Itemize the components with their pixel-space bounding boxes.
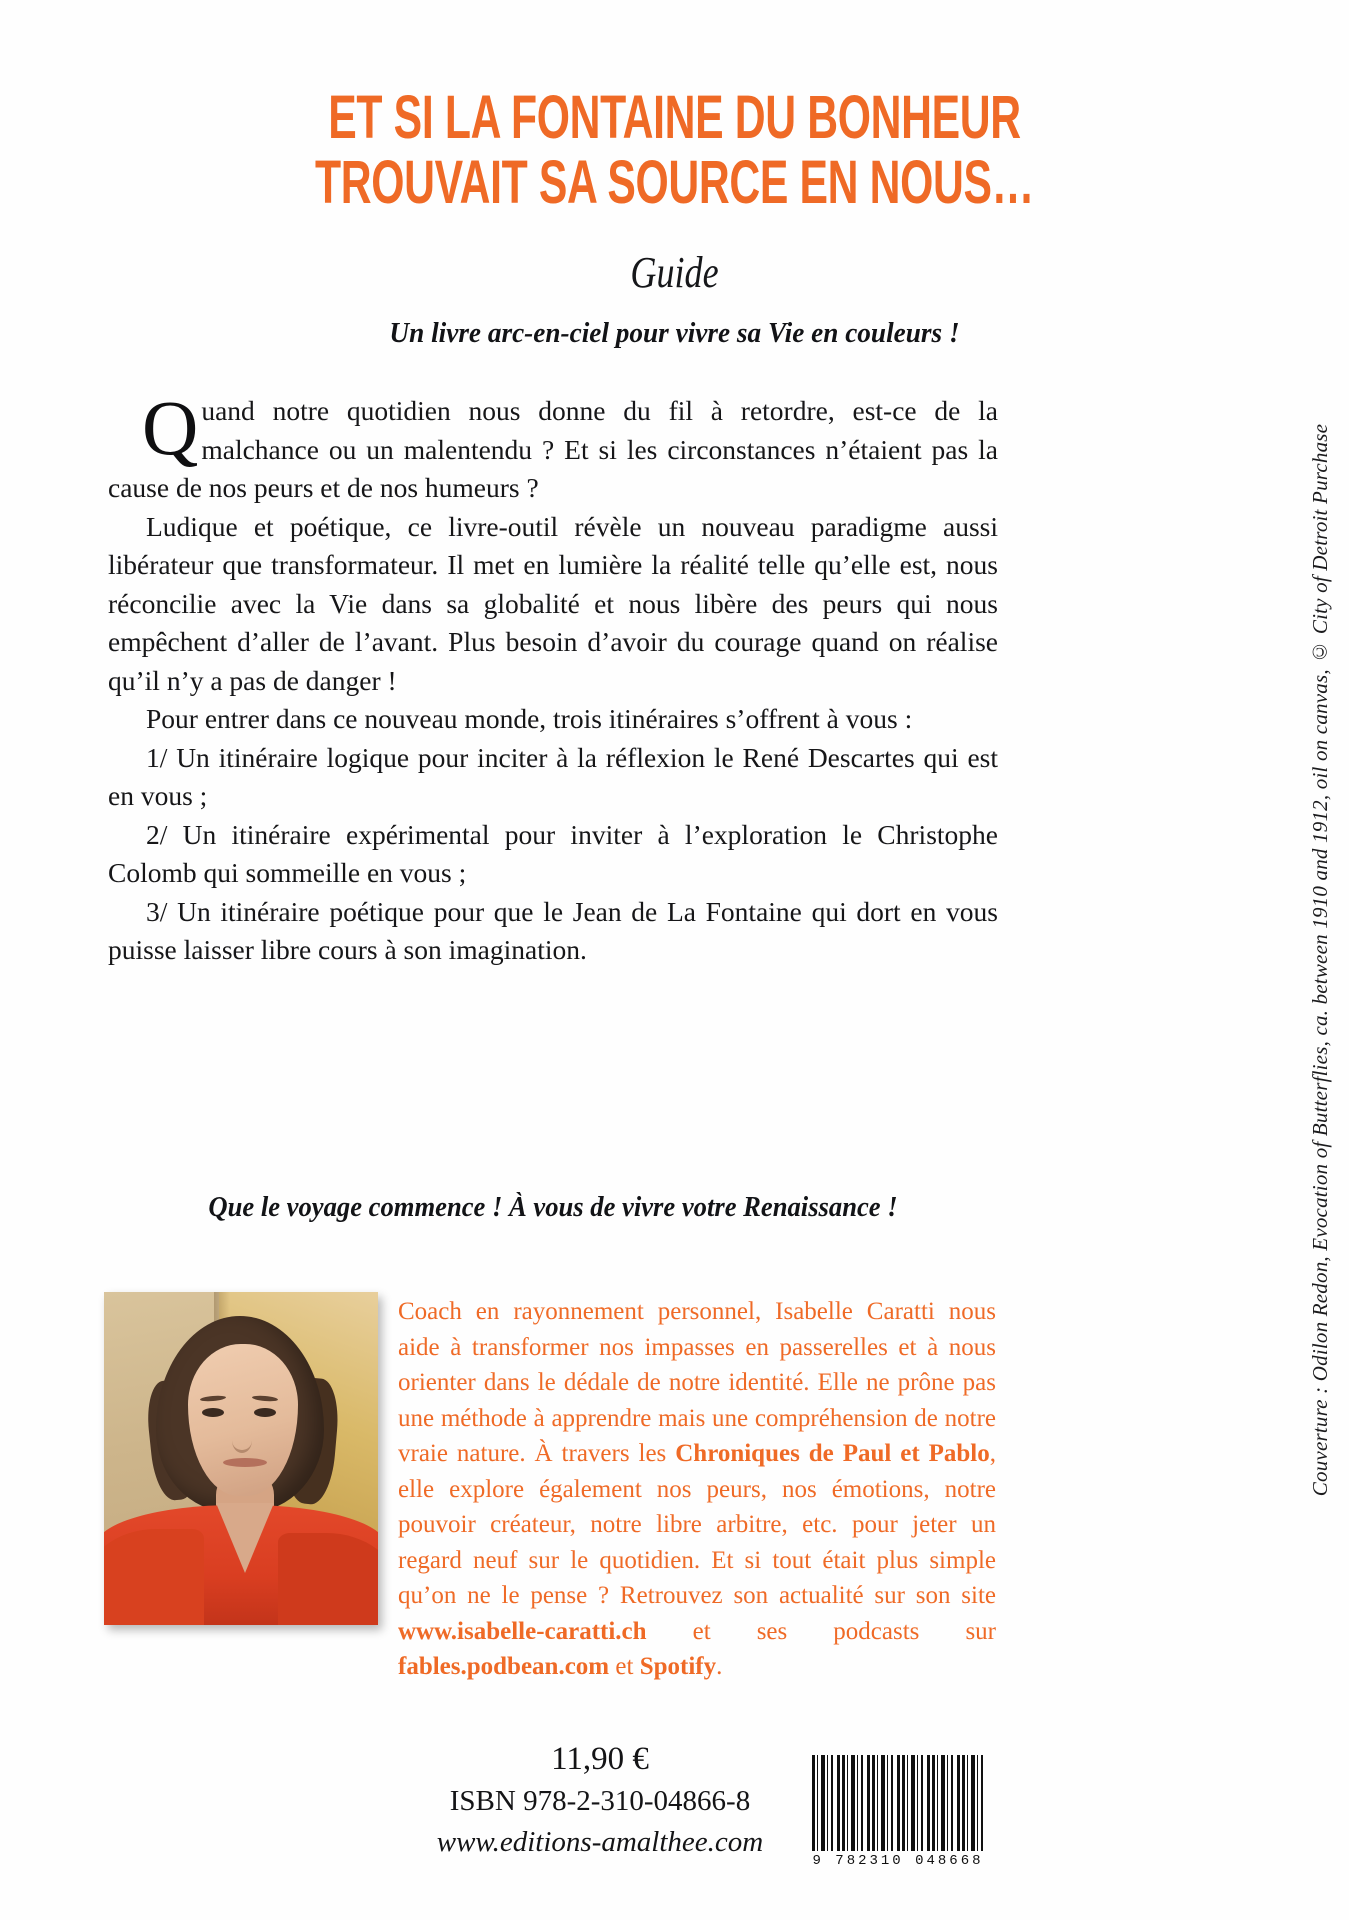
bio-bold-website[interactable]: www.isabelle-caratti.ch <box>398 1617 647 1645</box>
author-photo <box>104 1292 378 1625</box>
blurb-paragraph-1-text: uand notre quotidien nous donne du fil à retordre, est-ce de la malchance ou un malentendu ? Et si les circonstances n’étaient pas la cause de nos peurs et de nos humeurs ? <box>108 395 998 503</box>
publisher-website[interactable]: www.editions-amalthee.com <box>436 1826 764 1858</box>
barcode <box>812 1755 984 1877</box>
blurb-paragraph-2: Ludique et poétique, ce livre-outil révèle un nouveau paradigme aussi libérateur que transformateur. Il met en lumière la réalité telle qu’elle est, nous réconcilie avec la Vie dans sa globalité et nous libère des peurs qui nous empêchent d’aller de l’avant. Plus besoin d’avoir du courage quand on réalise qu’il n’y a pas de danger ! <box>108 510 998 696</box>
bio-bold-podbean[interactable]: fables.podbean.com <box>398 1653 610 1680</box>
bio-text-1: Coach en rayonnement personnel, Isabelle Caratti nous aide à transformer nos impasses en passerelles et à nous orienter dans le dédale de notre identité. Elle ne prône pas une méthode à apprendre mais une compréhension de notre vraie nature. À travers les <box>398 1298 996 1467</box>
blurb-paragraph-1 <box>108 384 998 508</box>
shoulder-right <box>278 1533 378 1625</box>
blurb-paragraph-4: 1/ Un itinéraire logique pour inciter à la réflexion le René Descartes qui est en vous ; <box>108 741 998 811</box>
barcode-bars <box>812 1755 984 1851</box>
isbn: ISBN 978-2-310-04866-8 <box>449 1785 751 1817</box>
drop-cap: Q <box>142 384 199 471</box>
book-title <box>0 83 1349 217</box>
tagline: Un livre arc-en-ciel pour vivre sa Vie en couleurs ! <box>389 317 960 349</box>
eye-right <box>254 1408 276 1417</box>
author-bio <box>398 1294 996 1685</box>
bio-bold-spotify[interactable]: Spotify <box>639 1653 717 1680</box>
shoulder-left <box>104 1529 204 1625</box>
subtitle-guide: Guide <box>630 248 719 297</box>
eye-left <box>202 1408 224 1417</box>
bio-text-2: , elle explore également nos peurs, nos émotions, notre pouvoir créateur, notre libre arbitre, etc. pour jeter un regard neuf sur le quotidien. Et si tout était plus simple qu’on ne le pense ? Retrouvez son actualité sur son site <box>398 1440 996 1609</box>
bio-bold-chroniques: Chroniques de Paul et Pablo <box>675 1440 990 1467</box>
blurb-paragraph-6: 3/ Un itinéraire poétique pour que le Jean de La Fontaine qui dort en vous puisse laisser libre cours à son imagination. <box>108 895 998 965</box>
mouth <box>223 1458 267 1467</box>
bio-text-5: . <box>716 1653 723 1680</box>
blurb-paragraph-3: Pour entrer dans ce nouveau monde, trois itinéraires s’offrent à vous : <box>146 703 913 734</box>
title-line-1: ET SI LA FONTAINE DU BONHEUR <box>328 83 1021 151</box>
barcode-digits: 9 782310 048668 <box>812 1853 984 1869</box>
cover-credit: Couverture : Odilon Redon, Evocation of Butterflies, ca. between 1910 and 1912, oil on canvas, © City of Detroit Purchase <box>1308 423 1332 1497</box>
blurb-paragraph-5: 2/ Un itinéraire expérimental pour inviter à l’exploration le Christophe Colomb qui sommeille en vous ; <box>108 818 998 888</box>
price: 11,90 € <box>551 1741 649 1777</box>
blurb-body <box>108 384 998 970</box>
title-line-2: TROUVAIT SA SOURCE EN NOUS… <box>315 148 1034 217</box>
bio-text-3: et ses podcasts sur <box>646 1617 996 1645</box>
nose <box>232 1428 252 1453</box>
closing-line: Que le voyage commence ! À vous de vivre votre Renaissance ! <box>208 1192 898 1223</box>
bio-text-4: et <box>609 1653 640 1680</box>
